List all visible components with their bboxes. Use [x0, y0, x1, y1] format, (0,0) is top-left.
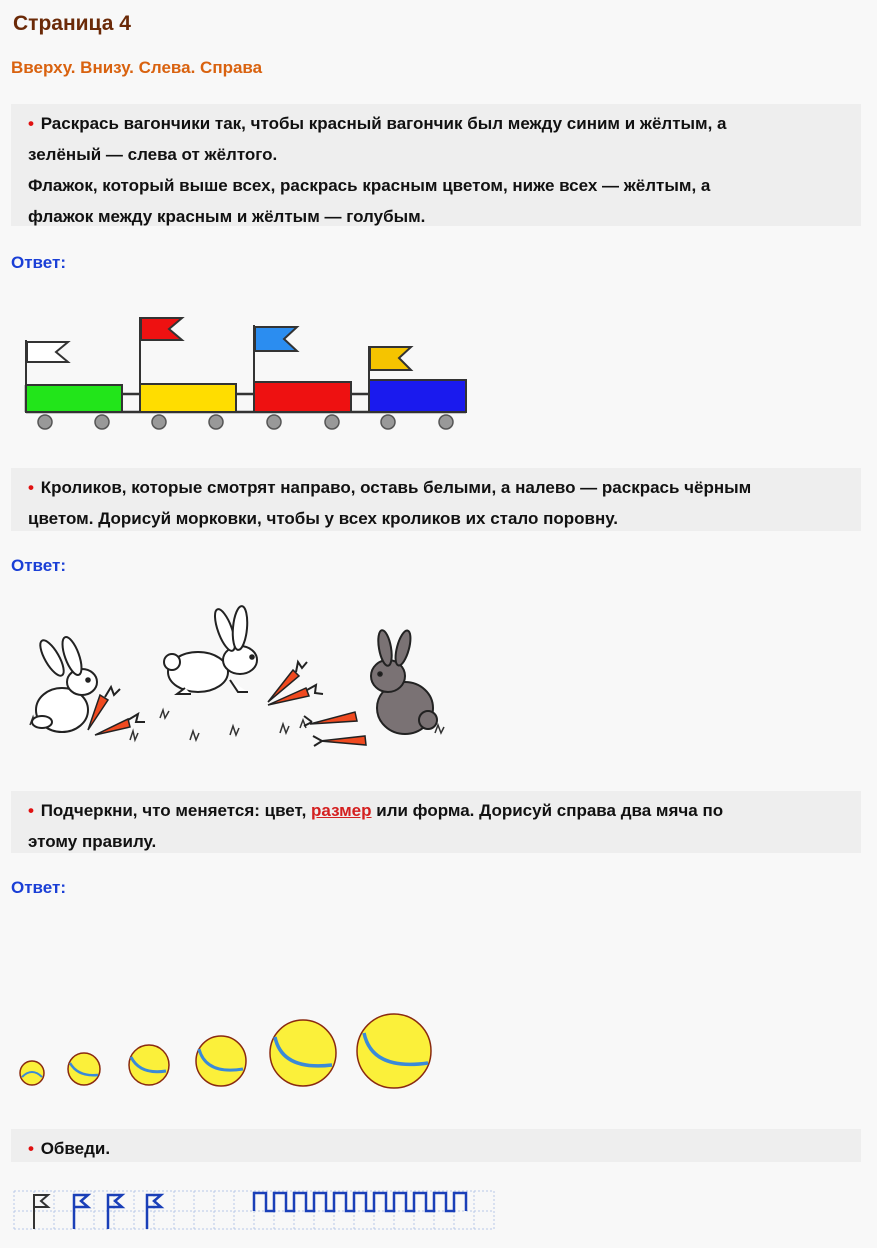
task-text-line: зелёный — слева от жёлтого.: [28, 145, 278, 164]
ball-1: [20, 1061, 44, 1085]
task-text-before: Подчеркни, что меняется: цвет,: [40, 801, 312, 820]
emphasized-word: размер: [311, 801, 372, 820]
task-text-line: Флажок, который выше всех, раскрась красным цветом, ниже всех — жёлтым, а: [28, 176, 711, 195]
flag-lightblue: [255, 327, 297, 351]
pattern-meander: [254, 1193, 466, 1211]
rabbit-white-2: [164, 605, 257, 694]
task-text-line: этому правилу.: [28, 832, 157, 851]
flag-red: [141, 318, 182, 340]
tracing-pattern: [0, 1185, 500, 1235]
bullet: •: [28, 114, 34, 133]
page-subtitle: Вверху. Внизу. Слева. Справа: [11, 58, 263, 77]
flag-white: [27, 342, 68, 362]
answer-label: Ответ:: [11, 253, 66, 272]
task-trace: [11, 1129, 861, 1162]
task-text-line: Раскрась вагончики так, чтобы красный вагончик был между синим и жёлтым, а: [40, 114, 727, 133]
ball-6: [357, 1014, 431, 1088]
task-text-line: цветом. Дорисуй морковки, чтобы у всех кроликов их стало поровну.: [28, 509, 618, 528]
ball-3: [129, 1045, 169, 1085]
wagon-green: [26, 340, 122, 429]
wagon-red: [254, 325, 351, 429]
bullet: •: [28, 1139, 34, 1158]
task-color-wagons: [11, 104, 861, 226]
carrots-rabbit-1: [88, 687, 145, 735]
ball-5: [270, 1020, 336, 1086]
ball-2: [68, 1053, 100, 1085]
balls-illustration: [0, 1005, 460, 1095]
flag-yellow: [370, 347, 411, 370]
answer-label: Ответ:: [11, 556, 66, 575]
task-balls: [11, 791, 861, 853]
page-title: Страница 4: [13, 12, 131, 35]
wagon-blue: [369, 346, 466, 429]
rabbits-illustration: [0, 600, 480, 760]
bullet: •: [28, 478, 34, 497]
pattern-flags: [34, 1195, 161, 1229]
task-text-line: Кроликов, которые смотрят направо, оставь белыми, а налево — раскрась чёрным: [40, 478, 752, 497]
wagon-yellow: [140, 317, 236, 429]
carrots-rabbit-2: [268, 662, 323, 705]
answer-label: Ответ:: [11, 878, 66, 897]
task-text-line: флажок между красным и жёлтым — голубым.: [28, 207, 426, 226]
task-text-line: Обведи.: [40, 1139, 111, 1158]
carrots-rabbit-3: [304, 712, 366, 746]
rabbit-white-1: [32, 635, 97, 732]
task-rabbits: [11, 468, 861, 531]
bullet: •: [28, 801, 34, 820]
train-illustration: [0, 300, 480, 440]
task-text-after: или форма. Дорисуй справа два мяча по: [371, 801, 724, 820]
ball-4: [196, 1036, 246, 1086]
rabbit-grey: [371, 629, 437, 734]
